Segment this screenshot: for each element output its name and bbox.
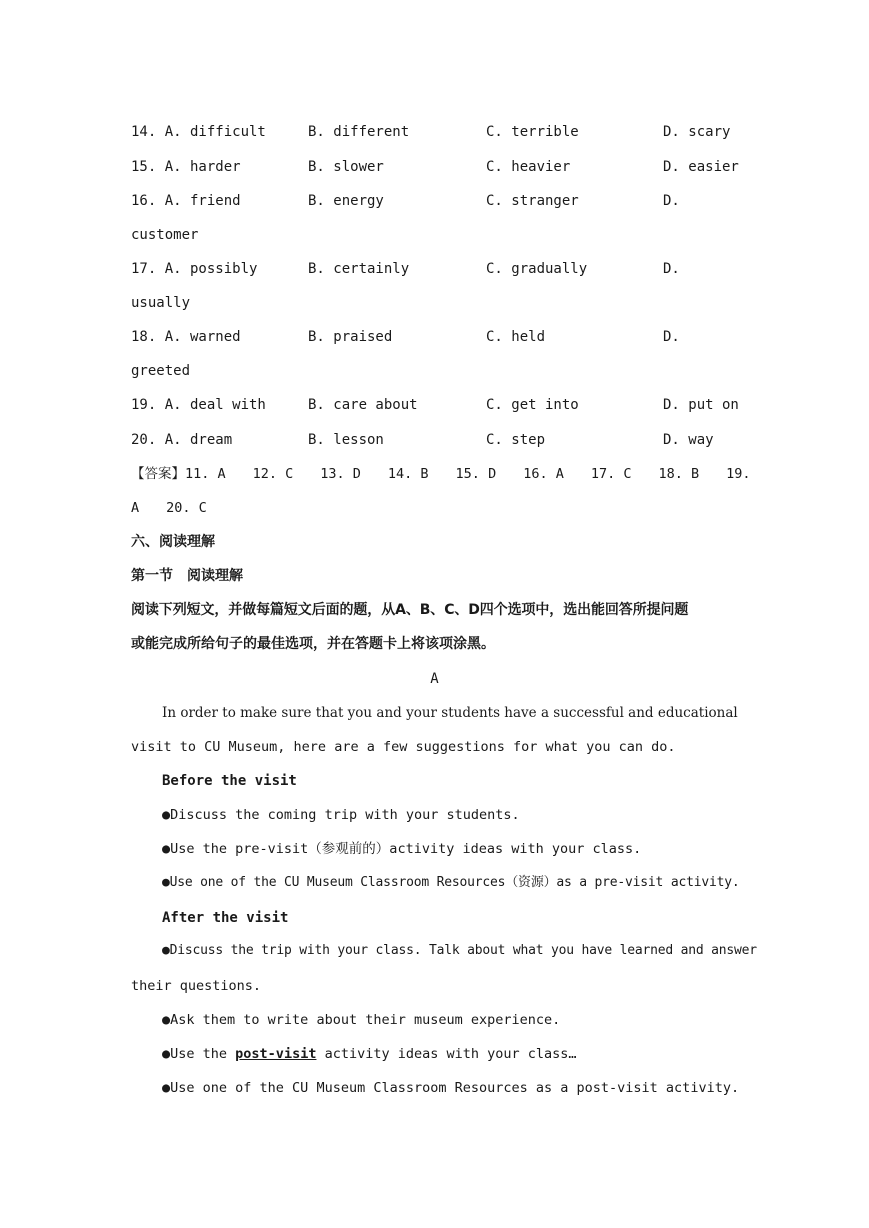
after-visit-item-1-continued: their questions. [131,978,262,994]
question-18-option-d-text: greeted [131,363,191,379]
after-visit-item-2: ●Ask them to write about their museum experience. [162,1012,561,1028]
bullet-icon: ● [162,1046,171,1062]
bullet-icon: ● [162,943,170,958]
before-visit-heading: Before the visit [162,773,297,789]
question-20-option-a: 20. A. dream [131,432,233,448]
question-15-option-c: C. heavier [486,159,571,175]
question-14-option-d: D. scary [663,124,731,140]
after-visit-item-4: ●Use one of the CU Museum Classroom Resources as a post-visit activity. [162,1080,740,1096]
after-visit-heading: After the visit [162,910,289,926]
question-16-option-d-text: customer [131,227,199,243]
question-16-option-b: B. energy [308,193,384,209]
question-14-option-c: C. terrible [486,124,579,140]
question-19-option-c: C. get into [486,397,579,413]
question-20-option-c: C. step [486,432,546,448]
question-18-option-d: D. [663,329,680,345]
question-19-option-d: D. put on [663,397,739,413]
question-15-option-d: D. easier [663,159,739,175]
question-14-option-a: 14. A. difficult [131,124,266,140]
instruction-line-1: 阅读下列短文，并做每篇短文后面的题，从A、B、C、D四个选项中，选出能回答所提问题 [131,602,689,618]
question-18-option-b: B. praised [308,329,393,345]
post-visit-underlined-term: post-visit [235,1046,317,1062]
sub-section-heading: 第一节 阅读理解 [131,568,243,584]
question-19-option-b: B. care about [308,397,418,413]
question-17-option-d: D. [663,261,680,277]
bullet-icon: ● [162,875,170,890]
before-visit-item-1: ●Discuss the coming trip with your students. [162,807,520,823]
question-18-option-c: C. held [486,329,546,345]
before-visit-item-2: ●Use the pre-visit（参观前的）activity ideas with your class. [162,841,642,857]
answer-key-line-2: A 20. C [131,500,207,516]
instruction-line-2: 或能完成所给句子的最佳选项，并在答题卡上将该项涂黑。 [131,636,495,652]
section-heading: 六、阅读理解 [131,534,215,550]
question-16-option-a: 16. A. friend [131,193,241,209]
after-visit-item-1: ●Discuss the trip with your class. Talk about what you have learned and answer [162,943,757,958]
question-18-option-a: 18. A. warned [131,329,241,345]
bullet-icon: ● [162,841,171,857]
passage-intro-line-2: visit to CU Museum, here are a few suggestions for what you can do. [131,739,676,755]
question-16-option-d: D. [663,193,680,209]
question-15-option-b: B. slower [308,159,384,175]
answer-key-line-1: 【答案】11. A 12. C 13. D 14. B 15. D 16. A 17. C 18. B 19. [131,466,751,482]
question-17-option-a: 17. A. possibly [131,261,258,277]
question-20-option-b: B. lesson [308,432,384,448]
question-19-option-a: 19. A. deal with [131,397,266,413]
question-17-option-d-text: usually [131,295,191,311]
question-17-option-b: B. certainly [308,261,410,277]
after-visit-item-3: ●Use the post-visit activity ideas with your class… [162,1046,577,1062]
question-20-option-d: D. way [663,432,714,448]
bullet-icon: ● [162,807,171,823]
question-15-option-a: 15. A. harder [131,159,241,175]
question-14-option-b: B. different [308,124,410,140]
before-visit-item-3: ●Use one of the CU Museum Classroom Resources（资源）as a pre-visit activity. [162,875,740,890]
bullet-icon: ● [162,1080,171,1096]
question-17-option-c: C. gradually [486,261,588,277]
passage-intro-line-1: In order to make sure that you and your students have a successful and educational [162,705,738,721]
bullet-icon: ● [162,1012,171,1028]
question-16-option-c: C. stranger [486,193,579,209]
passage-label: A [430,671,439,687]
